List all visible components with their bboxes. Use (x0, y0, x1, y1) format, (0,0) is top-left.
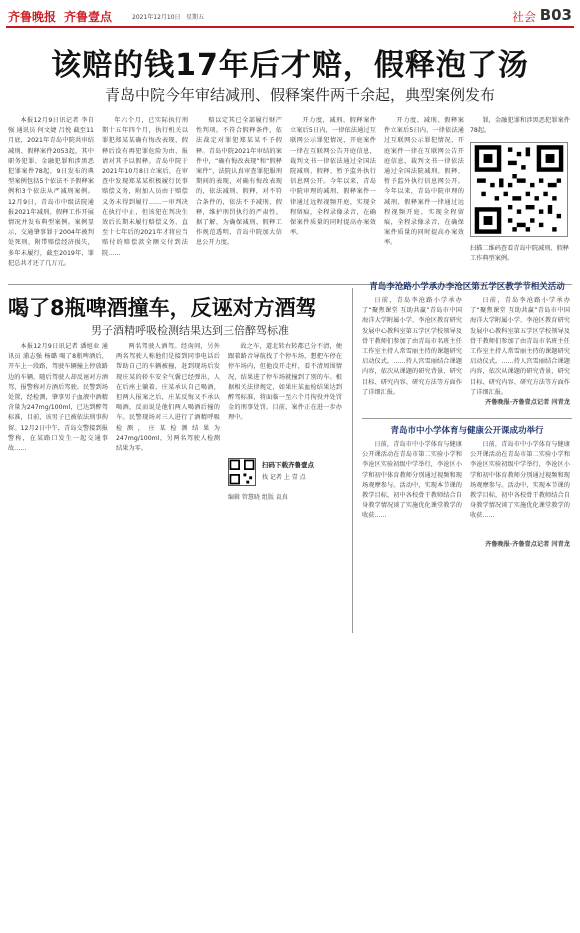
newspaper-logo: 齐鲁晚报 (8, 10, 57, 24)
issue-date: 2021年12月10日 (132, 14, 181, 21)
story1-column-3: 赔以定其已全部履行财产性判项，不符合假释条件，依法裁定对罪犯郑某某不予假释。青岛中院2021年审结的案件中，“确有悔改表现”和“假释案件”，法院认真审查罪犯服刑期间的表现，对确有悔改表现的，依法减刑、假释，对不符合条件的，依法不予减刑、假释，维护刑罚执行的严肃性。据了解，为确保减刑、假释工作规范透明，青岛中院加大信息公开力度。 (196, 117, 282, 247)
story1-column-5: 开力度，减刑、假释案件立案后5日内，一律依法通过互联网公示罪犯情况，开庭案件一律在互联网公告开庭信息，裁判文书一律依法通过全国法院减刑、假释、暂予监外执行信息网公开。今年以来，青岛中院审理的减刑、假释案件一律通过远程视频开庭，实现全程留痕，全程录像录音，在确保案件质量的同时提高办案效率。 (384, 117, 464, 247)
page-number: B03 (539, 6, 572, 24)
story3-column-2: 日前，青岛李沧路小学承办了“聚焦课堂 互助共赢”青岛市中国海洋大学附属小学、李沧区教育研究发展中心教科室第五学区学校领导及骨干教师们参加了由青岛市名班主任工作室主持人常雪丽主持的课题研究启动仪式。……持人宫雪丽结合课题内容，依次从课题的研究背景、研究目标、研究内容、研究方法等方面作了详细汇报。 (470, 297, 570, 396)
story1-column-1: 本报12月9日讯记者 李自强 通讯员 何文婕 吕悦 截至11月底，2021年青岛中院共审结减刑、假释案件2053起，其中职务犯罪、金融犯罪和涉黑恶犯罪案件78起，9日发布的典型案例包括5个依法不予假释案例和3个依法从严减刑案例。12月9日，青岛市中级法院通报2021年减刑、假释工作开展情况并发布典型案例。案例显示，交通肇事罪于2004年被判处死刑，附带赔偿经济损失，多年未履行，截至2019年，罪犯总共才还了几万元。 (8, 117, 94, 267)
story2-column-3: 故之车，道北转右转都已分不清，便跟着路音导航找了个停车场，想把车停在停车场内，但他没开走杆，看不清周围情况，结果进了停车场就撞到了别的车。根据相关法律规定，如果庄某血检结果达到醉驾标准，将面临一至六个月拘役并处罚金的刑事处罚。目前，案件正在进一步办理中。 (228, 343, 342, 422)
issue-weekday: 星期五 (186, 14, 205, 21)
app-qr-code-icon[interactable] (228, 458, 256, 486)
story1-column-6: 罪，金融犯罪和涉黑恶犯罪案件78起。 (470, 117, 570, 135)
app-download-label: 扫码下载齐鲁壹点 (262, 461, 314, 469)
section-name: 社会 (511, 10, 536, 24)
story1-column-4: 开力度，减刑、假释案件立案后5日内，一律依法通过互联网公示罪犯情况，开庭案件一律在互联网公告开庭信息，裁判文书一律依法通过全国法院减刑、假释、暂予监外执行信息网公开。今年以来，青岛中院审理的减刑、假释案件一律通过远程视频开庭，实现全程留痕，全程录像录音，在确保案件质量的同时提高办案效率。 (290, 117, 376, 237)
story4-signature: 齐鲁晚报·齐鲁壹点记者 闫青龙 (485, 541, 570, 548)
story2-headline: 喝了8瓶啤酒撞车，反诬对方酒驾 (8, 296, 317, 320)
story1-column-2: 年六个月，已实际执行刑期十五年四个月，执行机关以罪犯郑某某确有悔改表现，假释后没有再犯罪危险为由，报请对其予以假释。青岛中院于2021年10月8日立案后，在审查中发现郑某某积极履行民事赔偿义务，附加人员由于赔偿义务未得到履行……一审判决在执行中止，但该犯在判决生效后长期未履行赔偿义务，直至十七年后的2021年才将应当赔付的赔偿款全额交付到法院…… (102, 117, 188, 257)
story3-signature: 齐鲁晚报·齐鲁壹点记者 闫青龙 (485, 399, 570, 406)
story1-subhead: 青岛中院今年审结减刑、假释案件两千余起，典型案例发布 (104, 86, 495, 104)
story-divider (362, 418, 572, 419)
app-logo: 齐鲁壹点 (64, 10, 113, 24)
column-divider (352, 288, 353, 633)
story4-column-1: 日前，青岛市中小学体育与健康公开课活动在青岛市第二实验小学和李沧区实验初级中学举行，李沧区小学和初中体育教师分别通过视频和现场观摩参与。活动中，实现本节课的教学目标，初中各校骨干教师结合自身教学情况谈了实施优化课堂教学的收获…… (362, 441, 462, 520)
qr-code-icon[interactable] (470, 142, 568, 237)
story3-headline: 青岛李沧路小学承办李沧区第五学区教学节相关活动 (369, 282, 565, 292)
masthead (6, 6, 574, 28)
story3-column-1: 日前，青岛李沧路小学承办了“聚焦课堂 互助共赢”青岛市中国海洋大学附属小学、李沧区教育研究发展中心教科室第五学区学校领导及骨干教师们参加了由青岛市名班主任工作室主持人常雪丽主持的课题研究启动仪式。……持人宫雪丽结合课题内容，依次从课题的研究背景、研究目标、研究内容、研究方法等方面作了详细汇报。 (362, 297, 462, 396)
qr-caption: 扫描二维码查看青岛中院减刑、假释工作典型案例。 (470, 245, 569, 262)
story2-column-2: 两名驾驶人酒驾。经询问，另外两名驾驶人称他们是接到同事电话后帮助自己的车辆被撞，赶到现场后发现庄某的轿车安全气囊已经弹出，人在后座上躺着，庄某承认自己喝酒，但两人报案之后，庄某反悔又不承认喝酒，反而说是他们两人喝酒后撞的车。民警现场对三人进行了酒精呼吸检测，庄某检测结果为247mg/100ml，另两名驾驶人检测结果为零。 (116, 343, 220, 453)
story4-headline: 青岛市中小学体育与健康公开课成功举行 (390, 426, 544, 436)
page-editor-credit: 编辑 管慧晓 组版 袁真 (228, 494, 288, 501)
story4-column-2: 日前，青岛市中小学体育与健康公开课活动在青岛市第二实验小学和李沧区实验初级中学举行，李沧区小学和初中体育教师分别通过视频和现场观摩参与。活动中，实现本节课的教学目标，初中各校骨干教师结合自身教学情况谈了实施优化课堂教学的收获…… (470, 441, 570, 520)
story2-subhead: 男子酒精呼吸检测结果达到三倍醉驾标准 (91, 324, 289, 337)
app-contact-label: 找 记者 上 壹 点 (262, 474, 306, 481)
story2-column-1: 本报12月9日讯记者 潘旭业 通讯员 浦志强 杨璐 喝了8瓶啤酒后，开车上一段路，驾驶车辆撞上停放路边的车辆，随后驾驶人却反诬对方酒驾，报警称对方酒后驾驶。民警到场处置，经检测，肇事男子血液中酒精含量为247mg/100ml，已达到醉驾标准，目前，该男子已被依法刑事拘留。12月2日中午，青岛交警接到报警称，在某路口发生一起交通事故…… (8, 343, 108, 453)
story1-headline: 该赔的钱17年后才赔，假释泡了汤 (51, 48, 529, 83)
